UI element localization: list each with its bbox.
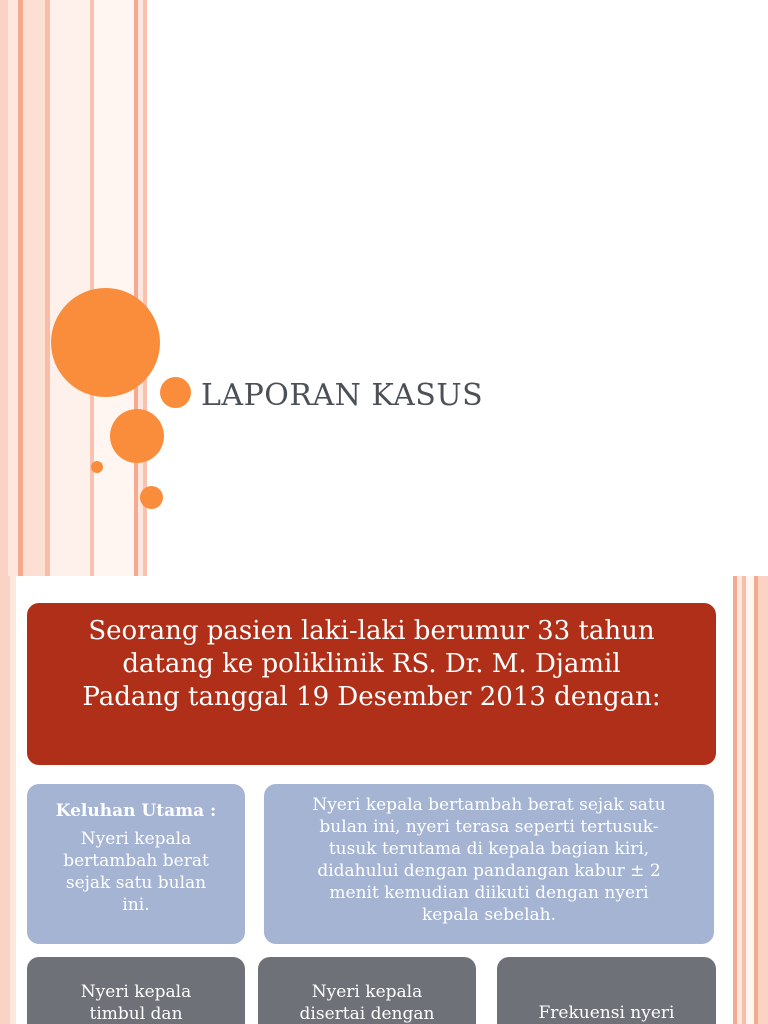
box2-line: Nyeri kepala <box>311 982 423 1002</box>
complaint-detail-box <box>264 784 714 944</box>
decorative-circle-small-2 <box>140 486 163 509</box>
symptom-box-frequency <box>497 957 716 1024</box>
decorative-circle-large <box>51 288 160 397</box>
intro-line: datang ke poliklinik RS. Dr. M. Djamil <box>122 649 621 679</box>
intro-line: Seorang pasien laki-laki berumur 33 tahun <box>88 616 655 646</box>
box3-line: Frekuensi nyeri <box>538 1003 675 1023</box>
keluhan-utama-box <box>27 784 245 944</box>
detail-line: didahului dengan pandangan kabur ± 2 <box>317 861 661 881</box>
detail-line: menit kemudian diikuti dengan nyeri <box>329 883 649 903</box>
decorative-circle-tiny <box>91 461 103 473</box>
keluhan-line: Nyeri kepala <box>80 829 192 849</box>
decorative-circle-medium <box>110 409 164 463</box>
box1-line: Nyeri kepala <box>80 982 192 1002</box>
box2-line: disertai dengan <box>299 1004 435 1024</box>
keluhan-utama-title: Keluhan Utama : <box>55 801 217 821</box>
detail-line: tusuk terutama di kepala bagian kiri, <box>328 839 650 859</box>
intro-line: Padang tanggal 19 Desember 2013 dengan: <box>82 682 661 712</box>
symptom-box-onset <box>27 957 245 1024</box>
detail-line: kepala sebelah. <box>421 905 556 925</box>
detail-line: bulan ini, nyeri terasa seperti tertusuk- <box>319 817 659 837</box>
keluhan-line: ini. <box>122 895 150 915</box>
keluhan-line: sejak satu bulan <box>65 873 207 893</box>
intro-box <box>27 603 716 765</box>
symptom-box-accompanying <box>258 957 476 1024</box>
box1-line: timbul dan <box>89 1004 183 1024</box>
case-slide <box>0 576 768 1024</box>
slide-title: LAPORAN KASUS <box>201 378 484 413</box>
left-stripe-decoration <box>0 0 150 576</box>
keluhan-line: bertambah berat <box>63 851 209 871</box>
decorative-circle-small <box>160 377 191 408</box>
detail-line: Nyeri kepala bertambah berat sejak satu <box>312 795 666 815</box>
